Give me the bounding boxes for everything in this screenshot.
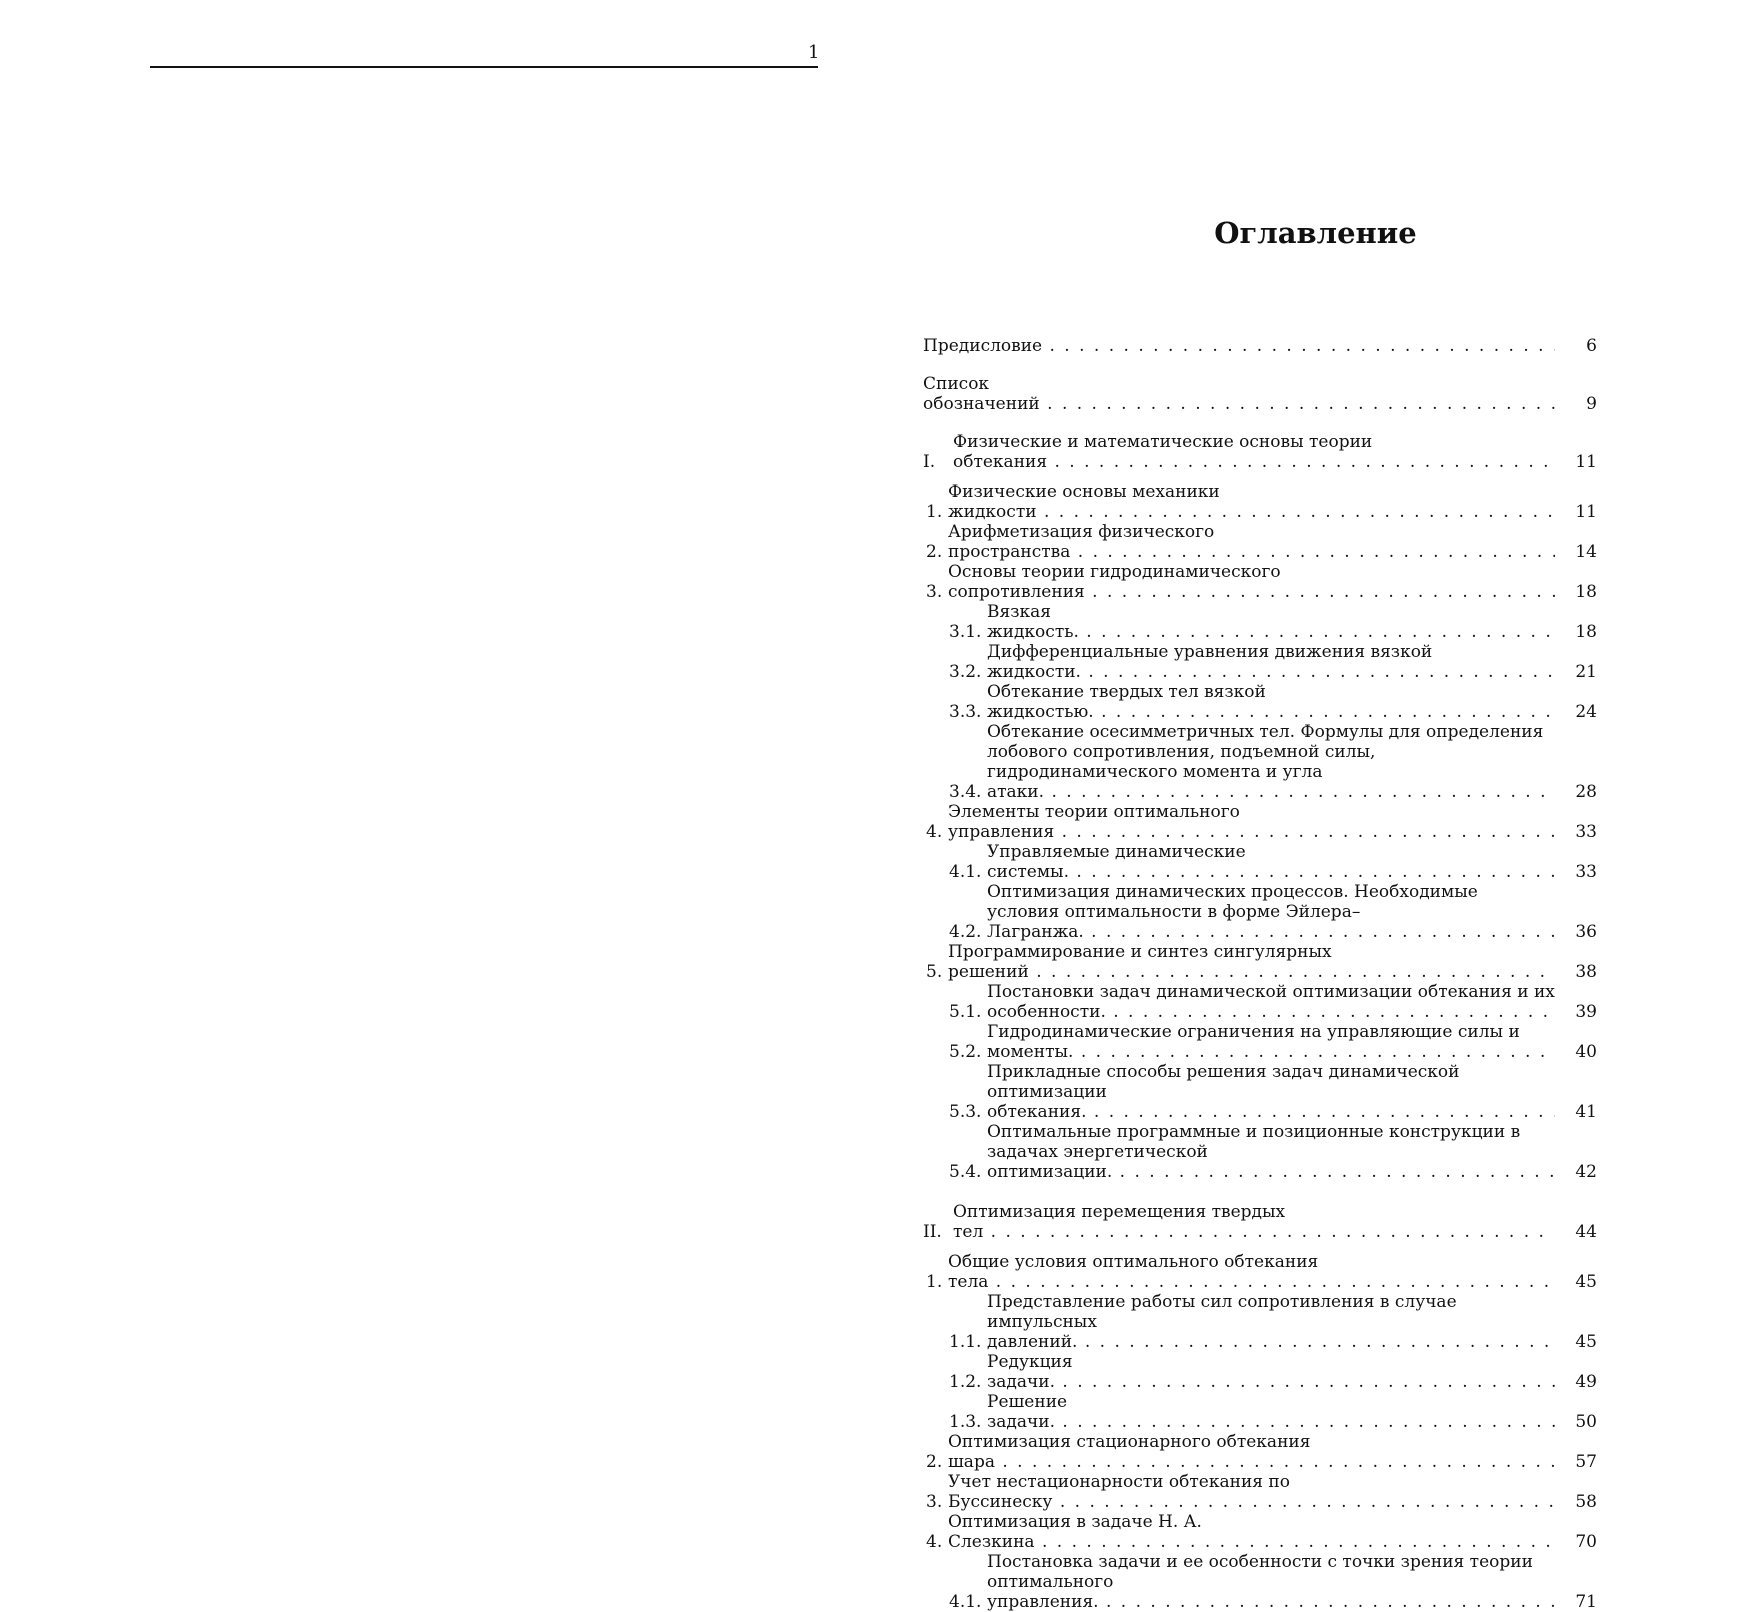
toc-entry-chapter[interactable] — [923, 1252, 1597, 1292]
toc-entry-title: Оптимизация перемещения твердых тел . . . — [953, 1202, 1555, 1242]
toc-entry-part-1[interactable] — [923, 432, 1597, 472]
toc-entry-section[interactable] — [923, 1062, 1597, 1122]
toc-entry-page: 33 — [1575, 862, 1597, 882]
toc-entry-number: 5.1. — [949, 1002, 982, 1022]
left-page — [0, 0, 877, 1241]
toc-entry-title: Постановки задач динамической оптимизации обтекания и их особенности. . . . — [987, 982, 1555, 1022]
toc-entry-title: Список обозначений . . . — [923, 374, 1555, 414]
toc-entry-title: Прикладные способы решения задач динамической оптимизации обтекания. . . . — [987, 1062, 1555, 1122]
toc-entry-page: 11 — [1575, 452, 1597, 472]
toc-entry-page: 14 — [1575, 542, 1597, 562]
toc-entry-title: Оптимизация стационарного обтекания шара . . . — [948, 1432, 1555, 1472]
toc-title: Оглавление — [1214, 216, 1417, 250]
toc-entry-title: Оптимальные программные и позиционные конструкции в задачах энергетической оптимизации. . . . — [987, 1122, 1555, 1182]
toc-entry-title: Решение задачи. . . . — [987, 1392, 1555, 1432]
toc-entry-number: 1.1. — [949, 1332, 982, 1352]
toc-entry-page: 18 — [1575, 582, 1597, 602]
toc-entry-title: Учет нестационарности обтекания по Буссинеску . . . — [948, 1472, 1555, 1512]
toc-entry-title: Основы теории гидродинамического сопротивления . . . — [948, 562, 1555, 602]
toc-entry-number: I. — [923, 452, 936, 472]
toc-entry-page: 24 — [1575, 702, 1597, 722]
toc-entry-page: 6 — [1586, 336, 1597, 356]
toc-entry-number: 2. — [926, 1452, 943, 1472]
right-page — [877, 0, 1754, 1612]
toc-entry-title: Дифференциальные уравнения движения вязкой жидкости. . . . — [987, 642, 1555, 682]
toc-entry-chapter[interactable] — [923, 522, 1597, 562]
toc-entry-number: 3. — [926, 1492, 943, 1512]
toc-entry-title: Обтекание твердых тел вязкой жидкостью. . . . — [987, 682, 1555, 722]
toc-entry-number: 5. — [926, 962, 943, 982]
toc-entry-section[interactable] — [923, 722, 1597, 802]
toc-entry-section[interactable] — [923, 1122, 1597, 1182]
toc-entry-page: 57 — [1575, 1452, 1597, 1472]
toc-entry-page: 9 — [1586, 394, 1597, 414]
toc-entry-section[interactable] — [923, 982, 1597, 1022]
toc-entry-chapter[interactable] — [923, 562, 1597, 602]
toc-entry-notation[interactable] — [923, 374, 1597, 414]
toc-entry-page: 18 — [1575, 622, 1597, 642]
toc-entry-page: 45 — [1575, 1272, 1597, 1292]
toc-entry-title: Управляемые динамические системы. . . . — [987, 842, 1555, 882]
toc-entry-title: Общие условия оптимального обтекания тела . . . — [948, 1252, 1555, 1292]
toc-entry-number: 4.1. — [949, 862, 982, 882]
toc-entry-title: Постановка задачи и ее особенности с точки зрения теории оптимального управления. . . . — [987, 1552, 1555, 1612]
toc-entry-chapter[interactable] — [923, 1512, 1597, 1552]
toc-entry-section[interactable] — [923, 1352, 1597, 1392]
toc-entry-chapter[interactable] — [923, 1432, 1597, 1472]
toc-entry-title: Арифметизация физического пространства . . . — [948, 522, 1555, 562]
toc-entry-page: 38 — [1575, 962, 1597, 982]
toc-entry-section[interactable] — [923, 1022, 1597, 1062]
toc-entry-title: Предисловие . . . — [923, 336, 1555, 356]
toc-entry-page: 33 — [1575, 822, 1597, 842]
toc-entry-number: 1. — [926, 1272, 943, 1292]
toc-entry-title: Программирование и синтез сингулярных решений . . . — [948, 942, 1555, 982]
toc-entry-chapter[interactable] — [923, 1472, 1597, 1512]
toc-entry-title: Оптимизация динамических процессов. Необходимые условия оптимальности в форме Эйлера–Лагранжа. . . . — [987, 882, 1555, 942]
toc-entry-number: II. — [923, 1222, 942, 1242]
toc-entry-number: 1. — [926, 502, 943, 522]
toc-entry-page: 40 — [1575, 1042, 1597, 1062]
toc-entry-number: 1.3. — [949, 1412, 982, 1432]
toc-entry-number: 4. — [926, 822, 943, 842]
toc-entry-number: 1.2. — [949, 1372, 982, 1392]
toc-entry-number: 5.2. — [949, 1042, 982, 1062]
toc-entry-number: 5.4. — [949, 1162, 982, 1182]
toc-entry-section[interactable] — [923, 882, 1597, 942]
toc-entry-number: 3.3. — [949, 702, 982, 722]
toc-entry-page: 41 — [1575, 1102, 1597, 1122]
toc-entry-number: 3.4. — [949, 782, 982, 802]
toc-entry-title: Обтекание осесимметричных тел. Формулы для определения лобового сопротивления, подъемной силы, гидродинамического момента и угла атаки. . . . — [987, 722, 1555, 802]
toc-entry-number: 3.2. — [949, 662, 982, 682]
toc-entry-page: 45 — [1575, 1332, 1597, 1352]
toc-entry-section[interactable] — [923, 682, 1597, 722]
toc-entry-page: 50 — [1575, 1412, 1597, 1432]
toc-entry-chapter[interactable] — [923, 802, 1597, 842]
toc-entry-chapter[interactable] — [923, 482, 1597, 522]
toc-entry-number: 4.1. — [949, 1592, 982, 1612]
toc-entry-page: 58 — [1575, 1492, 1597, 1512]
toc-entry-page: 42 — [1575, 1162, 1597, 1182]
toc-entry-number: 5.3. — [949, 1102, 982, 1122]
toc-entry-title: Физические и математические основы теории обтекания . . . — [953, 432, 1555, 472]
toc-entry-section[interactable] — [923, 602, 1597, 642]
toc-entry-number: 4. — [926, 1532, 943, 1552]
toc-entry-page: 21 — [1575, 662, 1597, 682]
toc-entry-section[interactable] — [923, 842, 1597, 882]
header-rule — [150, 66, 818, 68]
toc-entry-page: 71 — [1575, 1592, 1597, 1612]
toc-entry-page: 70 — [1575, 1532, 1597, 1552]
toc-entry-title: Вязкая жидкость. . . . — [987, 602, 1555, 642]
toc-entry-page: 39 — [1575, 1002, 1597, 1022]
toc-entry-preface[interactable] — [923, 336, 1597, 356]
toc-entry-number: 4.2. — [949, 922, 982, 942]
toc-entry-page: 36 — [1575, 922, 1597, 942]
toc-entry-section[interactable] — [923, 1552, 1597, 1612]
toc-entry-number: 2. — [926, 542, 943, 562]
toc-entry-number: 3. — [926, 582, 943, 602]
toc-entry-title: Физические основы механики жидкости . . . — [948, 482, 1555, 522]
toc-entry-chapter[interactable] — [923, 942, 1597, 982]
toc-entry-page: 44 — [1575, 1222, 1597, 1242]
toc-entry-title: Гидродинамические ограничения на управляющие силы и моменты. . . . — [987, 1022, 1555, 1062]
toc-entry-title: Элементы теории оптимального управления . . . — [948, 802, 1555, 842]
toc-entry-section[interactable] — [923, 642, 1597, 682]
toc-entry-page: 11 — [1575, 502, 1597, 522]
toc-entry-title: Редукция задачи. . . . — [987, 1352, 1555, 1392]
toc-entry-page: 28 — [1575, 782, 1597, 802]
toc-entry-title: Представление работы сил сопротивления в случае импульсных давлений. . . . — [987, 1292, 1555, 1352]
toc-entry-page: 49 — [1575, 1372, 1597, 1392]
table-of-contents — [923, 336, 1597, 1612]
toc-entry-part-2[interactable] — [923, 1202, 1597, 1242]
toc-entry-title: Оптимизация в задаче Н. А. Слезкина . . . — [948, 1512, 1555, 1552]
toc-entry-section[interactable] — [923, 1292, 1597, 1352]
toc-entry-number: 3.1. — [949, 622, 982, 642]
toc-entry-section[interactable] — [923, 1392, 1597, 1432]
page-number: 1 — [808, 42, 820, 63]
